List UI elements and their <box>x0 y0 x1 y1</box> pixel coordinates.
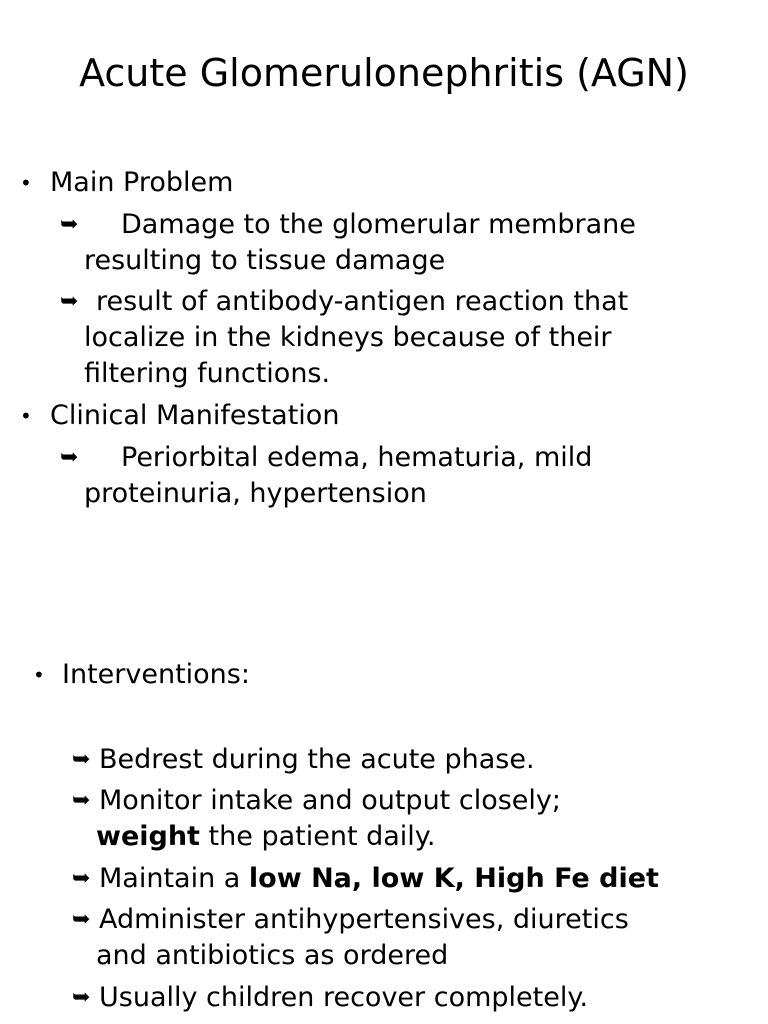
interventions-heading: Interventions: <box>62 659 250 690</box>
intervention-5: Usually children recover completely. <box>99 982 589 1013</box>
bullet-dot: • <box>33 663 45 687</box>
arrow-icon: ➥ <box>72 866 91 891</box>
intervention-2-rest: the patient daily. <box>199 821 436 852</box>
intervention-4-line-1: Administer antihypertensives, diuretics <box>99 904 629 935</box>
main-problem-item-2-line-3: filtering functions. <box>84 358 331 389</box>
intervention-3-pre: Maintain a <box>99 863 249 894</box>
main-problem-item-1-line-1: Damage to the glomerular membrane <box>121 209 636 240</box>
arrow-icon: ➥ <box>72 788 91 813</box>
main-problem-item-2-line-2: localize in the kidneys because of their <box>84 322 612 353</box>
intervention-3-bold: low Na, low K, High Fe diet <box>248 863 659 894</box>
arrow-icon: ➥ <box>72 747 91 772</box>
arrow-icon: ➥ <box>60 445 79 470</box>
main-problem-item-1-line-2: resulting to tissue damage <box>84 245 446 276</box>
clinical-item-1-line-1: Periorbital edema, hematuria, mild <box>121 442 593 473</box>
arrow-icon: ➥ <box>60 212 79 237</box>
main-problem-item-2-line-1: result of antibody-antigen reaction that <box>96 286 629 317</box>
intervention-3 <box>99 861 659 897</box>
clinical-item-1-line-2: proteinuria, hypertension <box>84 478 427 509</box>
arrow-icon: ➥ <box>60 289 79 314</box>
intervention-4-line-2: and antibiotics as ordered <box>96 940 449 971</box>
clinical-manifestation-heading: Clinical Manifestation <box>50 400 340 431</box>
arrow-icon: ➥ <box>72 907 91 932</box>
arrow-icon: ➥ <box>72 985 91 1010</box>
bullet-dot: • <box>20 171 32 195</box>
slide-title: Acute Glomerulonephritis (AGN) <box>79 51 689 95</box>
intervention-2-line-2 <box>96 819 436 855</box>
intervention-2-bold: weight <box>96 821 200 852</box>
intervention-2-line-1: Monitor intake and output closely; <box>99 785 561 816</box>
intervention-1: Bedrest during the acute phase. <box>99 744 535 775</box>
bullet-dot: • <box>20 404 32 428</box>
main-problem-heading: Main Problem <box>50 167 234 198</box>
